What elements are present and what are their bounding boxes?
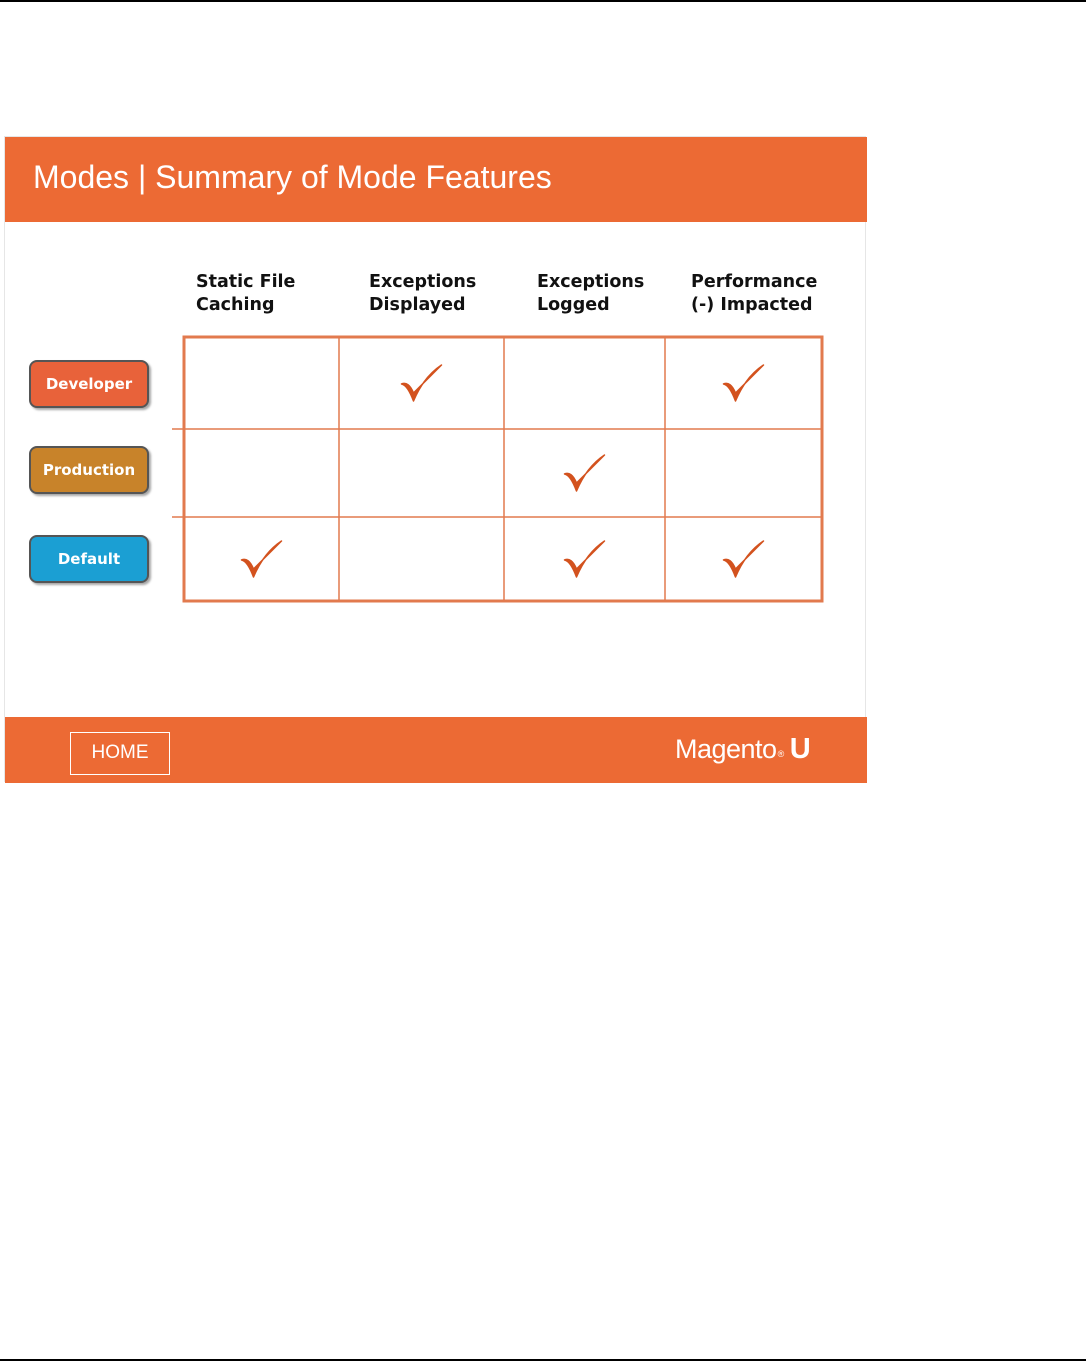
developer-mode-button[interactable]: Developer [29, 360, 149, 408]
slide [4, 136, 866, 782]
checkmark-icon [402, 365, 442, 401]
slide-footer [5, 717, 867, 783]
brand-name: Magento [675, 734, 777, 764]
brand-trademark: ® [777, 749, 784, 759]
checkmark-icon [565, 455, 605, 491]
column-header-line: Exceptions [369, 272, 477, 292]
production-mode-button[interactable]: Production [29, 446, 149, 494]
column-header-line: (-) Impacted [691, 295, 813, 315]
brand-u: U [789, 733, 811, 765]
magento-u-logo [675, 732, 810, 766]
column-header-line: Performance [691, 272, 818, 292]
home-button[interactable]: HOME [70, 732, 170, 775]
slide-title: Modes | Summary of Mode Features [33, 159, 552, 195]
page-top-rule [0, 0, 1086, 2]
column-header-line: Static File [196, 272, 296, 292]
feature-grid [5, 137, 867, 717]
column-header-line: Logged [537, 295, 610, 315]
checkmark-icon [565, 541, 605, 577]
default-mode-button[interactable]: Default [29, 535, 149, 583]
page-bottom-rule [0, 1359, 1086, 1361]
column-header-line: Caching [196, 295, 275, 315]
checkmark-icon [724, 365, 764, 401]
checkmark-icon [242, 541, 282, 577]
checkmark-icon [724, 541, 764, 577]
column-header-line: Exceptions [537, 272, 645, 292]
column-header-line: Displayed [369, 295, 466, 315]
